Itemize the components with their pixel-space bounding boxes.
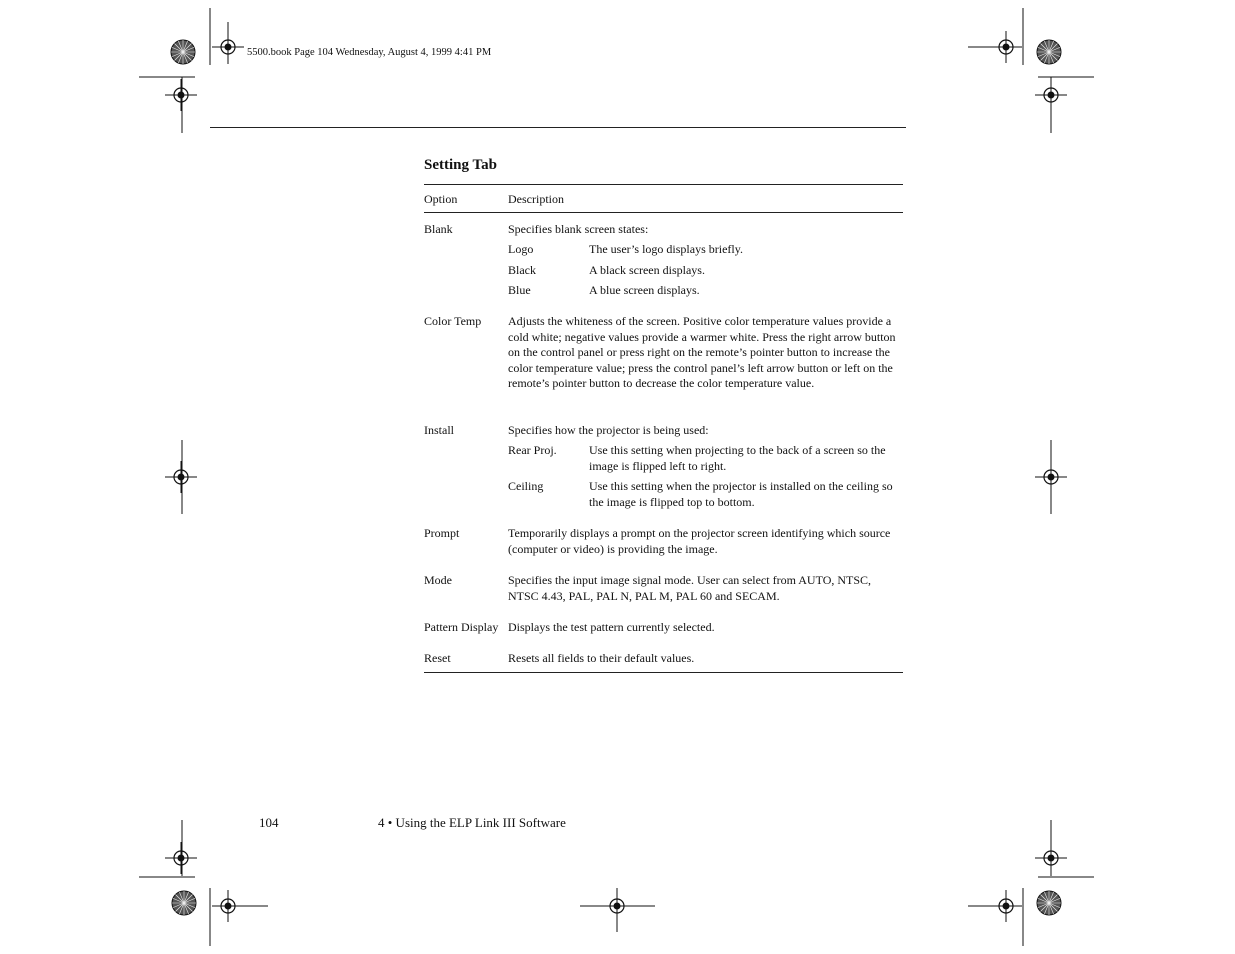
sub-option-black: Black (508, 263, 536, 277)
chapter-title: 4 • Using the ELP Link III Software (378, 815, 566, 830)
sub-description-ceiling: Use this setting when the projector is installed on the ceiling so the image is flipped top to bottom. (589, 479, 893, 509)
option-color-temp: Color Temp (424, 314, 482, 328)
option-blank: Blank (424, 222, 453, 236)
sub-option-blue: Blue (508, 283, 531, 297)
column-header-description: Description (508, 192, 564, 206)
option-mode: Mode (424, 573, 452, 587)
column-header-option: Option (424, 192, 458, 206)
sub-description-black: A black screen displays. (589, 263, 705, 277)
sub-description-logo: The user’s logo displays briefly. (589, 242, 743, 256)
print-header: 5500.book Page 104 Wednesday, August 4, 1999 4:41 PM (247, 47, 492, 58)
table-top-rule (424, 184, 903, 185)
option-prompt: Prompt (424, 526, 460, 540)
sub-option-ceiling: Ceiling (508, 479, 544, 493)
description-color-temp: Adjusts the whiteness of the screen. Positive color temperature values provide a cold white; negative values provide a warmer white. Press the right arrow button on the control panel or press right on the remote’s pointer button to increase the color temperature value; press the control panel’s left arrow button or left on the remote’s pointer button to decrease the color temperature value. (508, 314, 896, 390)
description-install: Specifies how the projector is being used: (508, 423, 709, 437)
description-prompt: Temporarily displays a prompt on the projector screen identifying which source (computer or video) is providing the image. (508, 526, 891, 556)
table-bottom-rule (424, 672, 903, 673)
description-pattern-display: Displays the test pattern currently selected. (508, 620, 715, 634)
description-mode: Specifies the input image signal mode. User can select from AUTO, NTSC, NTSC 4.43, PAL, PAL N, PAL M, PAL 60 and SECAM. (508, 573, 872, 603)
option-pattern-display: Pattern Display (424, 620, 499, 634)
section-title: Setting Tab (424, 157, 497, 173)
table-header-rule (424, 212, 903, 213)
sub-option-logo: Logo (508, 242, 534, 256)
page-number: 104 (259, 815, 279, 830)
description-reset: Resets all fields to their default values. (508, 651, 695, 665)
description-blank: Specifies blank screen states: (508, 222, 649, 236)
sub-description-rear-proj: Use this setting when projecting to the back of a screen so the image is flipped left to right. (589, 443, 886, 473)
option-install: Install (424, 423, 454, 437)
header-rule (210, 127, 906, 128)
option-reset: Reset (424, 651, 451, 665)
sub-option-rear-proj: Rear Proj. (508, 443, 557, 457)
sub-description-blue: A blue screen displays. (589, 283, 700, 297)
